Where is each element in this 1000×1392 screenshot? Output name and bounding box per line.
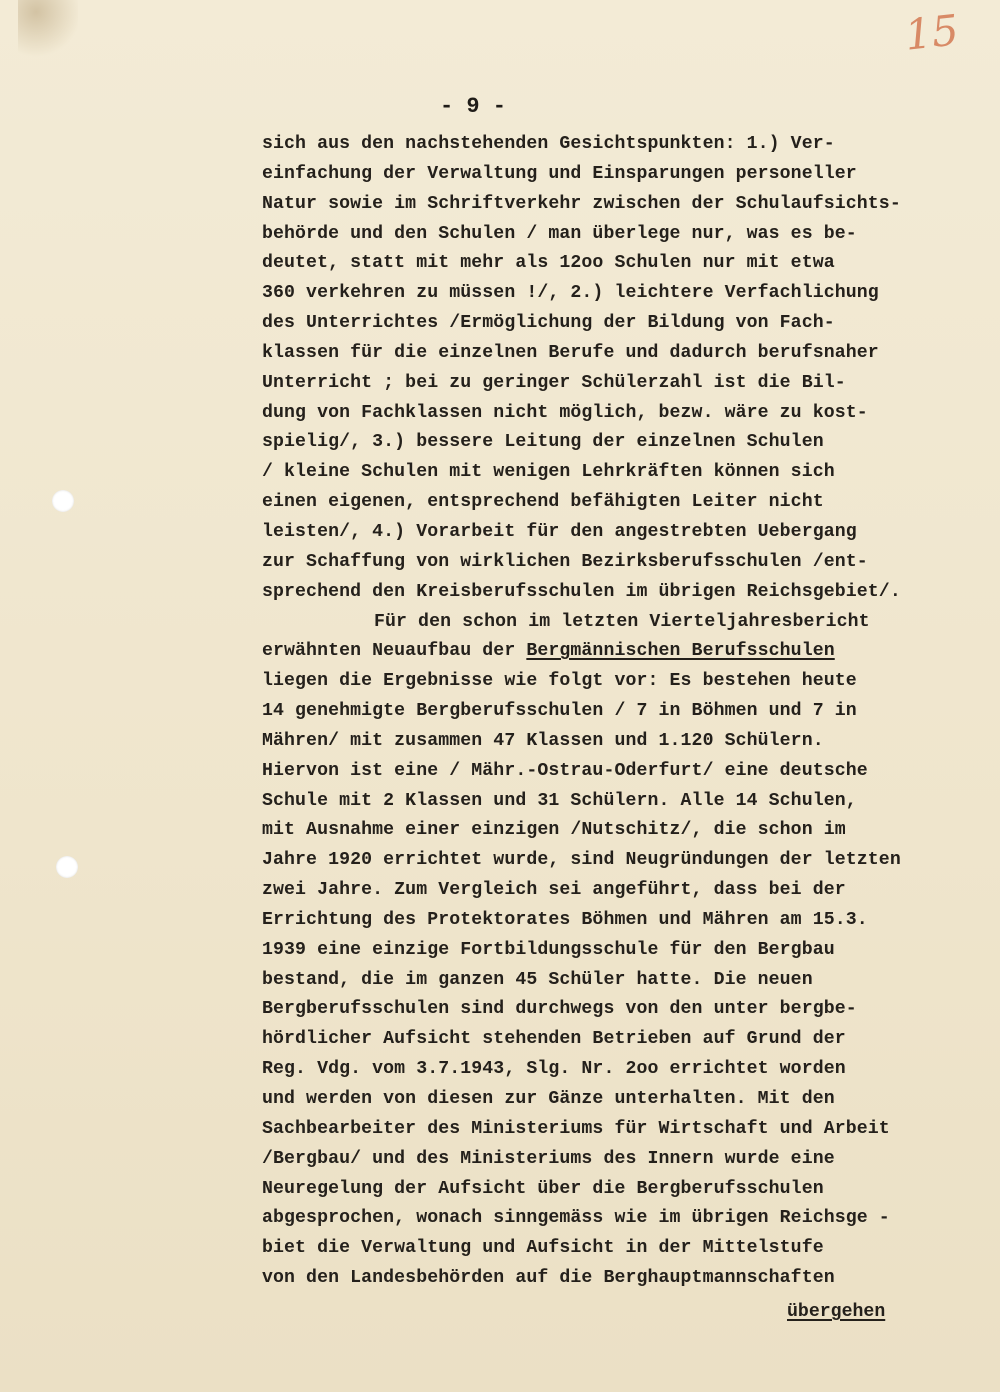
text-line: Mähren/ mit zusammen 47 Klassen und 1.120 Schülern. xyxy=(262,730,824,751)
text-line: klassen für die einzelnen Berufe und dadurch berufsnaher xyxy=(262,342,879,363)
text-line: /Bergbau/ und des Ministeriums des Innern wurde eine xyxy=(262,1148,835,1169)
text-line: von den Landesbehörden auf die Berghauptmannschaften xyxy=(262,1268,835,1289)
text-line: spielig/, 3.) bessere Leitung der einzelnen Schulen xyxy=(262,432,824,453)
text-line: Jahre 1920 errichtet wurde, sind Neugründungen der letzten xyxy=(262,850,901,871)
folio-mark: 15 xyxy=(902,5,961,60)
text-line: des Unterrichtes /Ermöglichung der Bildung von Fach- xyxy=(262,313,835,334)
text-line: bestand, die im ganzen 45 Schüler hatte. Die neuen xyxy=(262,969,813,990)
text-line: Unterricht ; bei zu geringer Schülerzahl ist die Bil- xyxy=(262,372,846,393)
text-line: zwei Jahre. Zum Vergleich sei angeführt, dass bei der xyxy=(262,880,846,901)
text-line-with-heading xyxy=(262,637,992,667)
text-line: sich aus den nachstehenden Gesichtspunkten: 1.) Ver- xyxy=(262,134,835,154)
text-line: abgesprochen, wonach sinngemäss wie im übrigen Reichsge - xyxy=(262,1208,890,1229)
text-line: / kleine Schulen mit wenigen Lehrkräften können sich xyxy=(262,462,835,483)
punch-hole-bottom xyxy=(56,856,78,878)
punch-hole-top xyxy=(52,490,74,512)
text-line: Hiervon ist eine / Mähr.-Ostrau-Oderfurt/ eine deutsche xyxy=(262,760,868,781)
text-line-fragment: erwähnten Neuaufbau der xyxy=(262,641,527,662)
underlined-heading: Bergmännischen Berufsschulen xyxy=(526,641,835,662)
text-line: Reg. Vdg. vom 3.7.1943, Slg. Nr. 2oo errichtet worden xyxy=(262,1059,846,1080)
text-line: Schule mit 2 Klassen und 31 Schülern. Alle 14 Schulen, xyxy=(262,790,857,811)
page-number: - 9 - xyxy=(440,94,507,119)
body-text xyxy=(262,130,992,1294)
text-line: Sachbearbeiter des Ministeriums für Wirtschaft und Arbeit xyxy=(262,1118,890,1139)
text-line: 360 verkehren zu müssen !/, 2.) leichtere Verfachlichung xyxy=(262,283,879,304)
text-line: liegen die Ergebnisse wie folgt vor: Es bestehen heute xyxy=(262,671,857,692)
text-line: deutet, statt mit mehr als 12oo Schulen nur mit etwa xyxy=(262,253,835,274)
text-line: leisten/, 4.) Vorarbeit für den angestrebten Uebergang xyxy=(262,521,857,542)
text-line: mit Ausnahme einer einzigen /Nutschitz/, die schon im xyxy=(262,820,846,841)
text-line: Natur sowie im Schriftverkehr zwischen der Schulaufsichts- xyxy=(262,193,901,214)
text-line: behörde und den Schulen / man überlege nur, was es be- xyxy=(262,223,857,244)
text-line: Neuregelung der Aufsicht über die Bergberufsschulen xyxy=(262,1178,824,1199)
paper-stain xyxy=(18,0,78,60)
text-line: zur Schaffung von wirklichen Bezirksberufsschulen /ent- xyxy=(262,551,868,572)
text-line: Bergberufsschulen sind durchwegs von den unter bergbe- xyxy=(262,999,857,1020)
text-line: hördlicher Aufsicht stehenden Betrieben auf Grund der xyxy=(262,1029,846,1050)
text-line: einfachung der Verwaltung und Einsparungen personeller xyxy=(262,163,857,184)
text-line: 14 genehmigte Bergberufsschulen / 7 in Böhmen und 7 in xyxy=(262,701,857,722)
text-line: und werden von diesen zur Gänze unterhalten. Mit den xyxy=(262,1089,835,1109)
text-line: Errichtung des Protektorates Böhmen und Mähren am 15.3. xyxy=(262,909,868,930)
text-line: sprechend den Kreisberufsschulen im übrigen Reichsgebiet/. xyxy=(262,581,901,602)
text-line: einen eigenen, entsprechend befähigten Leiter nicht xyxy=(262,492,824,513)
closing-word: übergehen xyxy=(787,1302,886,1322)
text-line: biet die Verwaltung und Aufsicht in der Mittelstufe xyxy=(262,1238,824,1259)
paragraph-start-line: Für den schon im letzten Vierteljahresbericht xyxy=(374,611,870,632)
text-line: 1939 eine einzige Fortbildungsschule für den Bergbau xyxy=(262,939,835,960)
text-line: dung von Fachklassen nicht möglich, bezw. wäre zu kost- xyxy=(262,402,868,423)
